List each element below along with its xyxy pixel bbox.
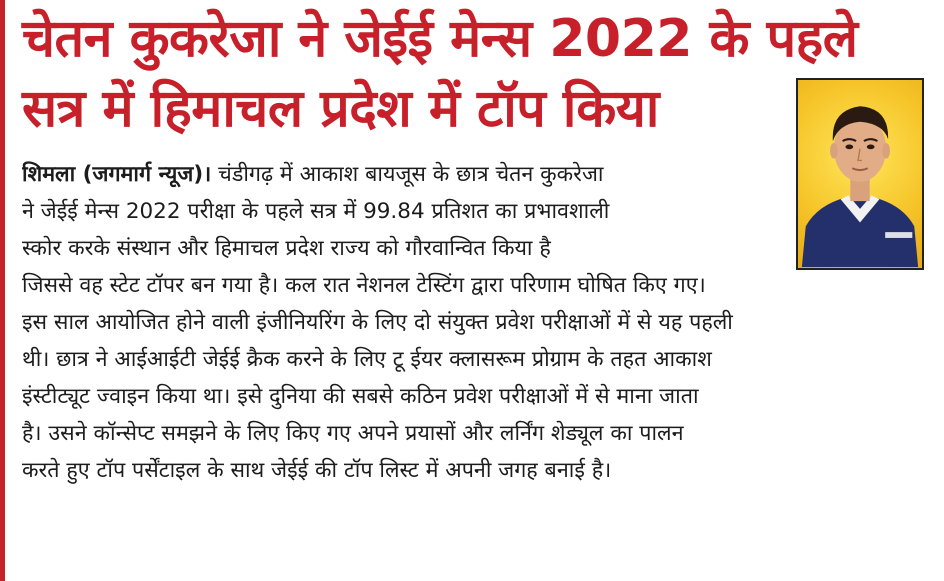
article-line: स्कोर करके संस्थान और हिमाचल प्रदेश राज्य को गौरवान्वित किया है [22, 236, 551, 261]
headline-line-1: चेतन कुकरेजा ने जेईई मेन्स 2022 के पहले [22, 9, 858, 69]
article-line: है। उसने कॉन्सेप्ट समझने के लिए किए गए अपने प्रयासों और लर्निंग शेड्यूल का पालन [22, 421, 684, 446]
article-line: करते हुए टॉप पर्सेंटाइल के साथ जेईई की टॉप लिस्ट में अपनी जगह बनाई है। [22, 458, 612, 483]
article-line-text: चंडीगढ़ में आकाश बायजूस के छात्र चेतन कुकरेजा [211, 162, 604, 187]
article-line: ने जेईई मेन्स 2022 परीक्षा के पहले सत्र में 99.84 प्रतिशत का प्रभावशाली [22, 199, 610, 224]
headline-line-2: सत्र में हिमाचल प्रदेश में टॉप किया [22, 79, 659, 139]
article-line [22, 156, 782, 193]
dateline: शिमला (जगमार्ग न्यूज)। [22, 162, 212, 187]
article-line: इस साल आयोजित होने वाली इंजीनियरिंग के लिए दो संयुक्त प्रवेश परीक्षाओं में से यह पहली [22, 310, 733, 335]
article-line: थी। छात्र ने आईआईटी जेईई क्रैक करने के लिए टू ईयर क्लासरूम प्रोग्राम के तहत आकाश [22, 347, 712, 372]
article-body [22, 156, 922, 489]
accent-rule [0, 0, 5, 581]
article-line: जिससे वह स्टेट टॉपर बन गया है। कल रात नेशनल टेस्टिंग द्वारा परिणाम घोषित किए गए। [22, 273, 706, 298]
headline [22, 4, 922, 144]
article-line: इंस्टीट्यूट ज्वाइन किया था। इसे दुनिया की सबसे कठिन प्रवेश परीक्षाओं में से माना जाता [22, 384, 699, 409]
